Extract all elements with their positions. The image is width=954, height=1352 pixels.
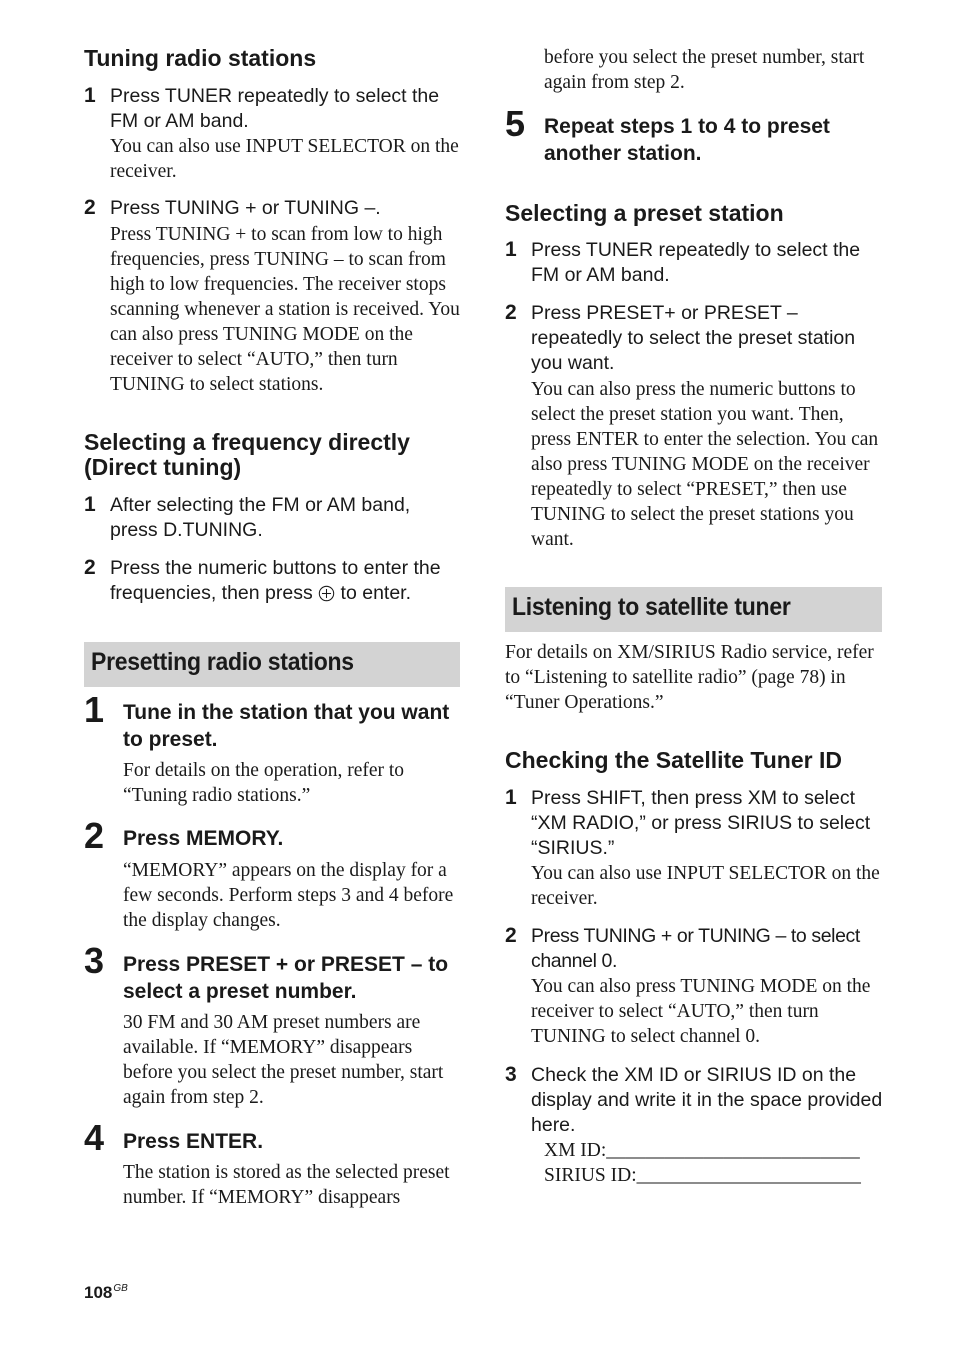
step-note: 30 FM and 30 AM preset numbers are available. If “MEMORY” disappears before you select the preset number, start again from step 2.	[123, 1012, 444, 1108]
step-text: Press the numeric buttons to enter the frequencies, then press to enter.	[110, 557, 441, 604]
step-number: 1	[505, 238, 517, 261]
step-number-large: 2	[84, 815, 105, 856]
step-title: Tune in the station that you want to preset.	[123, 701, 450, 751]
step-number: 2	[84, 556, 96, 579]
step-number: 1	[505, 786, 517, 809]
section-heading-selecting-preset: Selecting a preset station	[505, 200, 784, 226]
continued-note: before you select the preset number, start again from step 2.	[544, 47, 865, 93]
sirius-id-field: SIRIUS ID:_______________________	[544, 1165, 861, 1186]
step-text: Press PRESET+ or PRESET – repeatedly to select the preset station you want.	[531, 302, 856, 374]
step-number: 2	[505, 301, 517, 324]
step-note: Press TUNING + to scan from low to high frequencies, press TUNING – to scan from high to low frequencies. The receiver stops scanning whenever a station is received. You can also press TUNING MODE on the receiver to select “AUTO,” then turn TUNING to select stations.	[110, 224, 460, 395]
step-note: You can also use INPUT SELECTOR on the receiver.	[531, 863, 880, 909]
step-title: Press MEMORY.	[123, 827, 284, 850]
step-number: 1	[84, 493, 96, 516]
step-title: Press PRESET + or PRESET – to select a preset number.	[123, 953, 449, 1003]
step-title: Repeat steps 1 to 4 to preset another station.	[544, 115, 830, 165]
section-heading-checking-id: Checking the Satellite Tuner ID	[505, 747, 842, 773]
step-note: For details on the operation, refer to “Tuning radio stations.”	[123, 760, 405, 806]
step-note: You can also use INPUT SELECTOR on the receiver.	[110, 136, 459, 182]
satellite-intro: For details on XM/SIRIUS Radio service, refer to “Listening to satellite radio” (page 78) in “Tuner Operations.”	[505, 642, 874, 713]
step-number: 2	[505, 924, 517, 947]
step-text: Press TUNER repeatedly to select the FM or AM band.	[110, 85, 440, 132]
step-number: 3	[505, 1063, 517, 1086]
step-note: “MEMORY” appears on the display for a few seconds. Perform steps 3 and 4 before the display changes.	[123, 860, 454, 931]
step-text: Press TUNING + or TUNING – to select channel 0.	[531, 925, 860, 972]
step-text: Press SHIFT, then press XM to select “XM RADIO,” or press SIRIUS to select “SIRIUS.”	[531, 787, 871, 859]
enter-button-icon	[318, 585, 335, 602]
step-text: After selecting the FM or AM band, press D.TUNING.	[110, 494, 411, 541]
step-text: Press TUNING + or TUNING –.	[110, 197, 381, 219]
step-number-large: 5	[505, 103, 526, 144]
section-banner-presetting: Presetting radio stations	[84, 642, 460, 687]
step-title: Press ENTER.	[123, 1130, 264, 1153]
step-note: You can also press TUNING MODE on the receiver to select “AUTO,” then turn TUNING to select channel 0.	[531, 976, 871, 1047]
step-number-large: 4	[84, 1117, 105, 1158]
section-banner-satellite: Listening to satellite tuner	[505, 587, 882, 632]
step-note: You can also press the numeric buttons to select the preset station you want. Then, press ENTER to enter the selection. You can also press TUNING MODE on the receiver repeatedly to select “PRESET,” then use TUNING to select the preset stations you want.	[531, 379, 879, 550]
step-number: 2	[84, 196, 96, 219]
step-note: The station is stored as the selected preset number. If “MEMORY” disappears	[123, 1162, 450, 1208]
step-number: 1	[84, 84, 96, 107]
step-text: Check the XM ID or SIRIUS ID on the display and write it in the space provided here.	[531, 1064, 883, 1136]
step-number-large: 1	[84, 689, 105, 730]
section-heading-direct-tuning: Selecting a frequency directly (Direct tuning)	[84, 429, 410, 480]
xm-id-field: XM ID:__________________________	[544, 1140, 860, 1161]
section-heading-tuning: Tuning radio stations	[84, 45, 317, 71]
region-code: GB	[113, 1283, 128, 1294]
step-number-large: 3	[84, 940, 105, 981]
step-text: Press TUNER repeatedly to select the FM or AM band.	[531, 239, 861, 286]
page-number: $108^{GB}$	[84, 1283, 128, 1302]
